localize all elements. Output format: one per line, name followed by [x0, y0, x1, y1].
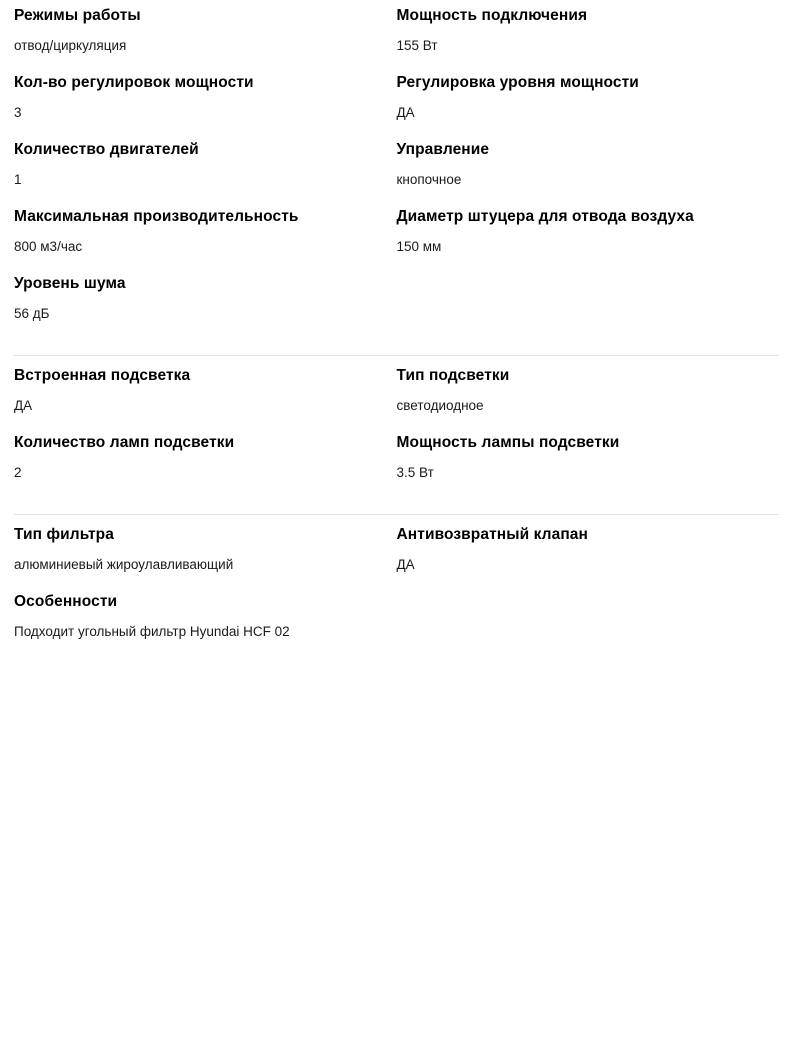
spec-label: Антивозвратный клапан: [396, 526, 588, 543]
spec-label: Количество двигателей: [14, 141, 199, 158]
spec-label: Регулировка уровня мощности: [396, 74, 639, 91]
spec-value: ДА: [396, 557, 415, 572]
spec-value: 56 дБ: [14, 306, 50, 321]
spec-label: Диаметр штуцера для отвода воздуха: [396, 208, 694, 225]
spec-grid: [14, 525, 779, 659]
spec-label: Максимальная производительность: [14, 208, 299, 225]
spec-value: алюминиевый жироулавливающий: [14, 557, 234, 572]
spec-label: Кол-во регулировок мощности: [14, 74, 254, 91]
spec-value: 2: [14, 465, 22, 480]
spec-label: Управление: [396, 141, 490, 158]
spec-item: [397, 140, 780, 189]
spec-value: светодиодное: [396, 398, 484, 413]
spec-value: 155 Вт: [396, 38, 438, 53]
spec-item-placeholder: [397, 592, 780, 659]
spec-item: [397, 207, 780, 256]
spec-item: [397, 433, 780, 482]
spec-value: 800 м3/час: [14, 239, 83, 254]
spec-label: Тип подсветки: [396, 367, 510, 384]
spec-value: кнопочное: [396, 172, 462, 187]
spec-group-performance: [14, 0, 779, 355]
spec-item: [397, 525, 780, 574]
spec-item: [14, 207, 397, 256]
spec-item: [14, 6, 397, 55]
spec-item: [14, 73, 397, 122]
spec-label: Мощность подключения: [396, 7, 588, 24]
spec-value: Подходит угольный фильтр Hyundai HCF 02: [14, 624, 290, 639]
spec-item-placeholder: [397, 274, 780, 341]
spec-item: [397, 73, 780, 122]
spec-value: отвод/циркуляция: [14, 38, 127, 53]
spec-grid: [14, 6, 779, 341]
spec-label: Количество ламп подсветки: [14, 434, 235, 451]
spec-item: [14, 433, 397, 482]
spec-label: Особенности: [14, 593, 118, 610]
spec-item: [14, 140, 397, 189]
spec-label: Режимы работы: [14, 7, 141, 24]
spec-grid: [14, 366, 779, 500]
spec-item: [14, 366, 397, 415]
spec-label: Уровень шума: [14, 275, 126, 292]
spec-item: [397, 6, 780, 55]
spec-group-lighting: [14, 355, 779, 514]
spec-value: 3: [14, 105, 22, 120]
spec-value: ДА: [396, 105, 415, 120]
spec-label: Мощность лампы подсветки: [396, 434, 620, 451]
spec-item: [14, 525, 397, 574]
spec-group-filters: [14, 514, 779, 673]
spec-value: ДА: [14, 398, 33, 413]
spec-item: [14, 274, 397, 323]
spec-value: 150 мм: [396, 239, 442, 254]
spec-label: Встроенная подсветка: [14, 367, 191, 384]
spec-item: [397, 366, 780, 415]
spec-value: 1: [14, 172, 22, 187]
spec-label: Тип фильтра: [14, 526, 114, 543]
spec-item: [14, 592, 397, 641]
spec-value: 3.5 Вт: [396, 465, 434, 480]
